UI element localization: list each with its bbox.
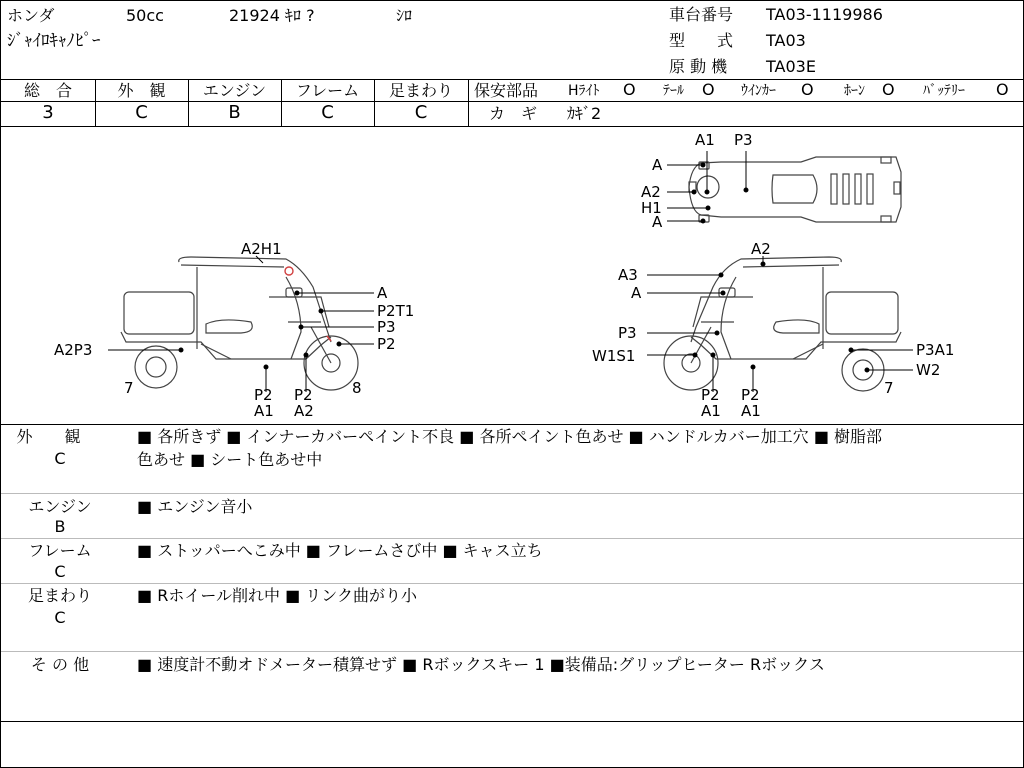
model-type: TA03 — [766, 31, 806, 50]
suspension-grade-label: 足まわり — [388, 81, 453, 100]
remarks-frame-grade: C — [54, 562, 66, 581]
top-view — [689, 157, 901, 222]
remarks-frame-label: フレーム — [28, 541, 92, 560]
label-bottom-a1: A1 — [254, 402, 274, 420]
label-bottom-a1: A1 — [701, 402, 721, 420]
divider — [468, 79, 469, 126]
winker-label: ｳｲﾝｶｰ — [741, 83, 776, 99]
engine-grade-label: エンジン — [202, 81, 267, 100]
engine-type: TA03E — [766, 57, 816, 76]
battery-label: ﾊﾞｯﾃﾘｰ — [923, 83, 965, 99]
headlight-mark: O — [623, 80, 636, 99]
label-p3: P3 — [377, 318, 396, 336]
damage-mark — [285, 267, 293, 275]
label-7: 7 — [884, 379, 894, 397]
label-h1: H1 — [641, 199, 662, 217]
label-p2: P2 — [377, 335, 396, 353]
label-a: A — [652, 156, 663, 174]
divider — [1, 651, 1023, 652]
label-w1s1: W1S1 — [592, 347, 636, 365]
taillight-label: ﾃｰﾙ — [663, 83, 684, 99]
safety-parts-label: 保安部品 — [474, 81, 539, 100]
winker-mark: O — [801, 80, 814, 99]
divider — [1, 101, 1023, 102]
mileage: 21924 ｷﾛ ? — [229, 6, 315, 25]
remarks-exterior-text: ■ 各所きず ■ インナーカバーペイント不良 ■ 各所ペイント色あせ ■ ハンドルカバー加工穴 ■ 樹脂部 — [137, 427, 883, 446]
label-w2: W2 — [916, 361, 941, 379]
remarks-exterior-text: 色あせ ■ シート色あせ中 — [137, 450, 323, 469]
headlight-label: Hﾗｲﾄ — [568, 83, 600, 99]
label-bottom-a2: A2 — [294, 402, 314, 420]
frame-grade: C — [321, 102, 334, 123]
label-bottom-a1: A1 — [741, 402, 761, 420]
horn-label: ﾎｰﾝ — [844, 83, 865, 99]
label-8: 8 — [352, 379, 362, 397]
divider — [1, 79, 1023, 80]
label-a2: A2 — [751, 240, 771, 258]
remarks-suspension-label: 足まわり — [27, 586, 92, 605]
label-p3a1: P3A1 — [916, 341, 955, 359]
remarks-other-label: そ の 他 — [30, 655, 90, 674]
frame-grade-label: フレーム — [295, 81, 360, 100]
frame-number-label: 車台番号 — [669, 5, 734, 24]
label-a: A — [377, 284, 388, 302]
remarks-exterior-label: 外 観 — [16, 427, 81, 446]
divider — [1, 583, 1023, 584]
frame-number: TA03-1119986 — [766, 5, 883, 24]
exterior-grade-label: 外 観 — [117, 81, 166, 100]
label-a2h1: A2H1 — [241, 240, 282, 258]
label-p3: P3 — [734, 131, 753, 149]
model-name: ｼﾞｬｲﾛｷｬﾉﾋﾟｰ — [7, 31, 101, 51]
divider — [1, 538, 1023, 539]
remarks-engine-text: ■ エンジン音小 — [137, 497, 253, 516]
remarks-exterior-grade: C — [54, 449, 66, 468]
label-bottom-p2: P2 — [294, 386, 313, 404]
label-bottom-p2: P2 — [701, 386, 720, 404]
battery-mark: O — [996, 80, 1009, 99]
remarks-other-text: ■ 速度計不動オドメーター積算せず ■ Rボックスキー 1 ■装備品:グリップヒーター Rボックス — [137, 655, 825, 674]
remarks-engine-label: エンジン — [28, 497, 92, 516]
key-count: ｶｷﾞ2 — [567, 104, 602, 123]
label-a1: A1 — [695, 131, 715, 149]
remarks-engine-grade: B — [54, 517, 66, 536]
model-type-label: 型 式 — [669, 31, 734, 50]
suspension-grade: C — [414, 102, 428, 123]
label-p2t1: P2T1 — [377, 302, 415, 320]
divider — [1, 721, 1023, 722]
damage-diagram — [1, 127, 1023, 424]
label-p3: P3 — [618, 324, 637, 342]
label-a: A — [631, 284, 642, 302]
color: ｼﾛ — [396, 6, 413, 25]
label-a2: A2 — [641, 183, 661, 201]
label-a2p3: A2P3 — [54, 341, 93, 359]
exterior-grade: C — [135, 102, 148, 123]
remarks-frame-text: ■ ストッパーへこみ中 ■ フレームさび中 ■ キャス立ち — [137, 541, 543, 560]
displacement: 50cc — [126, 6, 164, 25]
engine-type-label: 原 動 機 — [669, 57, 728, 76]
label-bottom-p2: P2 — [254, 386, 273, 404]
remarks-suspension-text: ■ Rホイール削れ中 ■ リンク曲がり小 — [137, 586, 417, 605]
label-a3: A3 — [618, 266, 638, 284]
label-a: A — [652, 213, 663, 231]
horn-mark: O — [882, 80, 895, 99]
remarks-suspension-grade: C — [54, 608, 66, 627]
key-label: カ ギ — [489, 104, 538, 123]
label-7: 7 — [124, 379, 134, 397]
divider — [1, 493, 1023, 494]
label-bottom-p2: P2 — [741, 386, 760, 404]
overall-grade: 3 — [42, 102, 54, 123]
maker: ホンダ — [7, 6, 55, 25]
divider — [1, 424, 1023, 425]
taillight-mark: O — [702, 80, 715, 99]
side-view-left — [121, 257, 358, 390]
overall-grade-label: 総 合 — [23, 81, 72, 100]
engine-grade: B — [228, 102, 241, 123]
